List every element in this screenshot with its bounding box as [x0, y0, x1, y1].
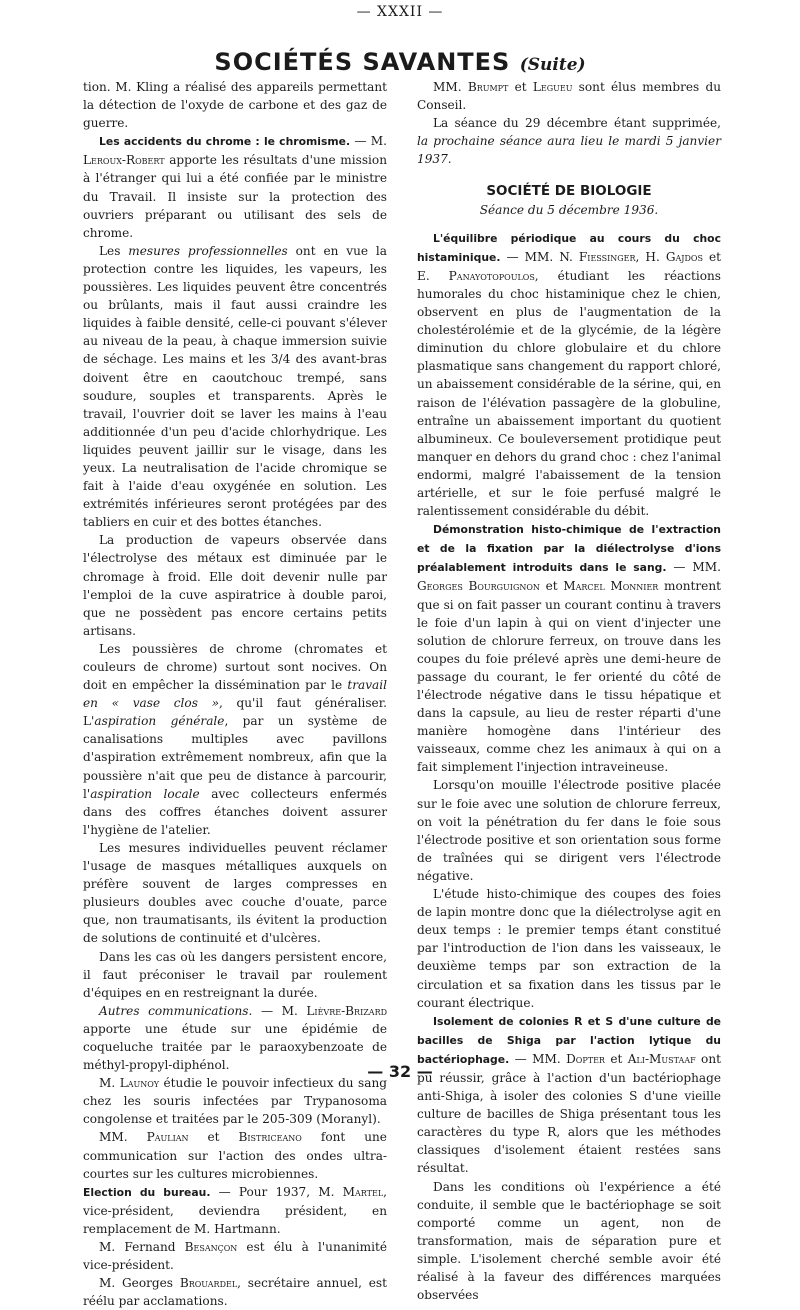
paragraph: MM. Paulian et Bistriceano font une communication sur l'action des ondes ultra-courtes sur les cultures microbiennes. [83, 1130, 387, 1181]
paragraph: L'étude histo-chimique des coupes des foies de lapin montre donc que la diélectrolyse agit en deux temps : le premier temps étant constitué par l'introduction de l'ion dans les vaisseaux, le deuxième temps par son extraction de la circulation et sa fixation dans les tissus par le courant électrique. [417, 887, 721, 1010]
paragraph: Election du bureau. — Pour 1937, M. Martel, vice-président, deviendra président, en remplacement de M. Hartmann. [83, 1184, 387, 1236]
paragraph: Les mesures individuelles peuvent réclamer l'usage de masques métalliques auxquels on préfère souvent de larges compresses en plusieurs doubles avec couche d'ouate, parce que, non traumatisants, ils évitent la production de solutions de continuité et d'ulcères. [83, 840, 387, 946]
paragraph: Les poussières de chrome (chromates et couleurs de chrome) surtout sont nocives. On doit en empêcher la dissémination par le travail en « vase clos », qu'il faut généraliser. L'aspiration générale, par un système de canalisations multiples avec pavillons d'aspiration extrêmement nombreux, afin que la poussière n'ait que peu de distance à parcourir, l'aspiration locale avec collecteurs enfermés dans des coffres étanches doivent assurer l'hygiène de l'atelier. [83, 641, 387, 837]
left-column [83, 78, 387, 1310]
paragraph: Les accidents du chrome : le chromisme. — M. Leroux-Robert apporte les résultats d'une mission à l'étranger qui lui a été confiée par le ministre du Travail. Il insiste sur la protection des ouvriers préparant ou utilisant des sels de chrome. [83, 134, 387, 240]
right-column [417, 78, 721, 1304]
page-number: — 32 — [367, 1062, 433, 1081]
paragraph: Dans les cas où les dangers persistent encore, il faut préconiser le travail par roulement d'équipes en en restreignant la durée. [83, 949, 387, 1000]
paragraph: La séance du 29 décembre étant supprimée, la prochaine séance aura lieu le mardi 5 janvier 1937. [417, 116, 721, 167]
paragraph: MM. Brumpt et Legueu sont élus membres du Conseil. [417, 80, 721, 113]
paragraph: Les mesures professionnelles ont en vue la protection contre les liquides, les vapeurs, les poussières. Les liquides peuvent être concentrés ou brûlants, mais il faut aussi craindre les liquides à faible densité, celle-ci pouvant s'élever au niveau de la peau, à chaque immersion suivie de séchage. Les mains et les 3/4 des avant-bras doivent être en caoutchouc trempé, sans soudure, souples et transparents. Après le travail, l'ouvrier doit se laver les mains à l'eau additionnée d'un peu d'acide chlorhydrique. Les liquides peuvent jaillir sur le visage, dans les yeux. La neutralisation de l'acide chromique se fait à l'aide d'eau oxygénée en solution. Les extrémités inférieures seront protégées par des tabliers en cuir et des bottes étanches. [83, 243, 387, 530]
paragraph: Démonstration histo-chimique de l'extraction et de la fixation par la diélectrolyse d'ions préalablement introduits dans le sang. — MM. Georges Bourguignon et Marcel Monnier montrent que si on fait passer un courant continu à travers le foie d'un lapin à qui on vient d'injecter une solution de chlorure ferreux, on trouve dans les coupes du foie prélevé après une demi-heure de passage du courant, le fer orienté du côté de l'électrode négative dans le tissu hépatique et dans la capsule, au lieu de rester réparti d'une manière homogène dans l'intérieur des vaisseaux, comme chez les animaux à qui on a fait simplement l'injection intraveineuse. [417, 523, 721, 775]
paragraph: tion. M. Kling a réalisé des appareils permettant la détection de l'oxyde de carbone et des gaz de guerre. [83, 80, 387, 131]
paragraph: L'équilibre périodique au cours du choc histaminique. — MM. N. Fiessinger, H. Gajdos et E. Panayotopoulos, étudiant les réactions humorales du choc histaminique chez le chien, observent en plus de l'augmentation de la cholestérolémie et de la glycémie, de la légère diminution du chlore globulaire et du chlore plasmatique sans changement du rapport chloré, un abaissement considérable de la sérine, qui, en raison de l'élévation passagère de la globuline, entraîne un abaissement important du quotient albumineux. Ce bouleversement protidique peut manquer en dehors du grand choc : chez l'animal endormi, malgré l'abaissement de la tension artérielle, et sur le foie perfusé malgré le ralentissement considérable du débit. [417, 231, 721, 519]
paragraph: M. Georges Brouardel, secrétaire annuel, est réélu par acclamations. [83, 1276, 388, 1309]
paragraph: Autres communications. — M. Lièvre-Brizard apporte une étude sur une épidémie de coqueluche traitée par le paraoxybenzoate de méthyl-propyl-diphénol. [83, 1003, 388, 1073]
paragraph: Isolement de colonies R et S d'une culture de bacilles de Shiga par l'action lytique du bactériophage. — MM. Dopter et Ali-Mustaaf ont pu réussir, grâce à l'action d'un bactériophage anti-Shiga, à isoler des colonies S d'une vieille culture de bacilles de Shiga présentant tous les caractères du type R, alors que les méthodes classiques d'isolement étaient restées sans résultat. [417, 1014, 721, 1176]
title-text: SOCIÉTÉS SAVANTES [214, 48, 511, 76]
paragraph: M. Launoy étudie le pouvoir infectieux du sang chez les souris infectées par Trypanosoma congolense et traitées par le 205-309 (Moranyl). [83, 1076, 387, 1127]
paragraph: La production de vapeurs observée dans l'électrolyse des métaux est diminuée par le chromage à froid. Elle doit devenir nulle par l'emploi de la cuve aspiratrice à double paroi, que ne possèdent pas encore certains petits artisans. [83, 533, 387, 638]
title-suite: (Suite) [519, 55, 586, 75]
paragraph: Dans les conditions où l'expérience a été conduite, il semble que le bactériophage se soit comporté comme un agent, non de transformation, mais de séparation pure et simple. L'isolement cherché semble avoir été réalisé à la faveur des différences marquées observées [417, 1179, 721, 1303]
paragraph: M. Fernand Besançon est élu à l'unanimité vice-président. [83, 1240, 387, 1273]
section-subtitle: Séance du 5 décembre 1936. [479, 202, 659, 217]
section-title: SOCIÉTÉ DE BIOLOGIE [486, 183, 652, 200]
paragraph: Lorsqu'on mouille l'électrode positive placée sur le foie avec une solution de chlorure ferreux, on voit la pénétration du fer dans le foie sous l'électrode positive et son orientation sous forme de traînées qui se dirigent vers l'électrode négative. [417, 778, 721, 883]
page-number-roman: — XXXII — [356, 4, 444, 20]
page-title [0, 48, 800, 76]
